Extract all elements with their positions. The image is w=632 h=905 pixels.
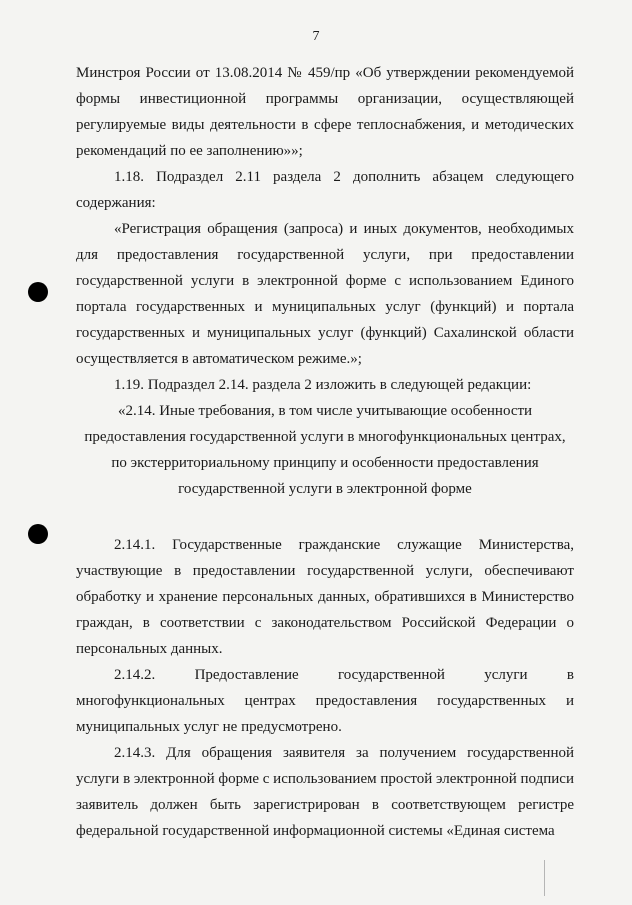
paragraph-2-14-3: 2.14.3. Для обращения заявителя за получением государственной услуги в электронной форме с использованием простой электронной подписи заявитель должен быть зарегистрирован в соответствующем регистре федеральной государственной информационной системы «Единая система	[76, 745, 574, 839]
heading-line: государственной услуги в электронной форме	[178, 481, 472, 497]
paragraph-quoted-insertion: «Регистрация обращения (запроса) и иных документов, необходимых для предоставления государственной услуги, при предоставлении государственной услуги в электронной форме с использованием Единого портала государственных и муниципальных услуг (функций) и портала государственных и муниципальных услуг (функций) Сахалинской области осуществляется в автоматическом режиме.»;	[76, 221, 574, 367]
paragraph-2-14-1: 2.14.1. Государственные гражданские служащие Министерства, участвующие в предоставлении государственной услуги, обеспечивают обработку и хранение персональных данных, обратившихся в Министерство граждан, в соответствии с законодательством Российской Федерации о персональных данных.	[76, 537, 574, 657]
scan-artifact-line	[544, 860, 545, 896]
page-number: 7	[312, 29, 320, 44]
paragraph-continuation: Минстроя России от 13.08.2014 № 459/пр «Об утверждении рекомендуемой формы инвестиционной программы организации, осуществляющей регулируемые виды деятельности в сфере теплоснабжения, и методических рекомендаций по ее заполнению»»;	[76, 65, 574, 159]
paragraph-1-19: 1.19. Подраздел 2.14. раздела 2 изложить в следующей редакции:	[114, 377, 532, 393]
spacer	[76, 502, 574, 532]
heading-line: «2.14. Иные требования, в том числе учитывающие особенности	[117, 403, 533, 419]
paragraph-2-14-2: 2.14.2. Предоставление государственной услуги в многофункциональных центрах предоставления государственных и муниципальных услуг не предусмотрено.	[76, 667, 574, 735]
punch-hole-mark	[28, 282, 48, 302]
heading-line: предоставления государственной услуги в многофункциональных центрах,	[84, 429, 566, 445]
paragraph-1-18: 1.18. Подраздел 2.11 раздела 2 дополнить абзацем следующего содержания:	[76, 169, 574, 211]
heading-line: по экстерриториальному принципу и особенности предоставления	[111, 455, 539, 471]
punch-hole-mark	[28, 524, 48, 544]
body-text	[76, 60, 574, 844]
section-heading-2-14	[76, 398, 574, 502]
